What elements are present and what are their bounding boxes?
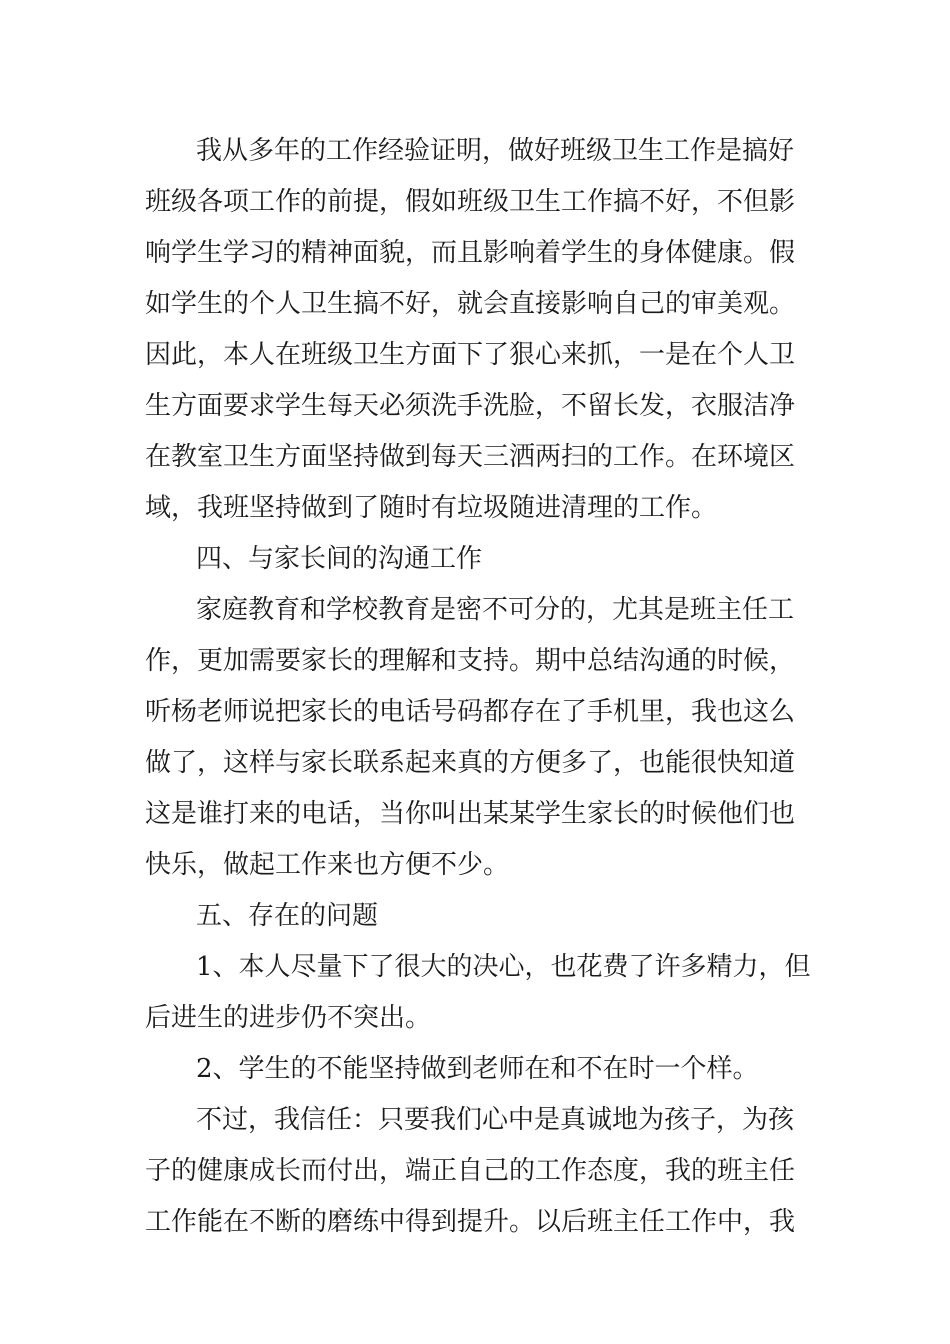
text-line: 不过，我信任：只要我们心中是真诚地为孩子，为孩 xyxy=(196,1105,795,1135)
text-line: 生方面要求学生每天必须洗手洗脸，不留长发，衣服洁净 xyxy=(145,391,796,421)
text-line: 作，更加需要家长的理解和支持。期中总结沟通的时候， xyxy=(145,646,796,676)
text-line: 这是谁打来的电话，当你叫出某某学生家长的时候他们也 xyxy=(145,799,796,829)
text-line: 域，我班坚持做到了随时有垃圾随进清理的工作。 xyxy=(145,493,718,523)
text-line: 做了，这样与家长联系起来真的方便多了，也能很快知道 xyxy=(145,748,796,778)
text-line: 响学生学习的精神面貌，而且影响着学生的身体健康。假 xyxy=(145,238,796,268)
text-line: 后进生的进步仍不突出。 xyxy=(145,1003,432,1033)
text-line: 我从多年的工作经验证明，做好班级卫生工作是搞好 xyxy=(196,136,795,166)
text-line: 因此，本人在班级卫生方面下了狠心来抓，一是在个人卫 xyxy=(145,340,796,370)
section-heading: 四、与家长间的沟通工作 xyxy=(196,544,483,574)
text-line: 在教室卫生方面坚持做到每天三洒两扫的工作。在环境区 xyxy=(145,442,796,472)
text-line: 2、学生的不能坚持做到老师在和不在时一个样。 xyxy=(196,1054,759,1084)
text-line: 工作能在不断的磨练中得到提升。以后班主任工作中，我 xyxy=(145,1207,796,1237)
section-heading: 五、存在的问题 xyxy=(196,901,379,931)
text-line: 家庭教育和学校教育是密不可分的，尤其是班主任工 xyxy=(196,595,795,625)
text-line: 快乐，做起工作来也方便不少。 xyxy=(145,850,510,880)
text-line: 听杨老师说把家长的电话号码都存在了手机里，我也这么 xyxy=(145,697,796,727)
text-line: 班级各项工作的前提，假如班级卫生工作搞不好，不但影 xyxy=(145,187,796,217)
text-line: 1、本人尽量下了很大的决心，也花费了许多精力，但 xyxy=(196,952,811,982)
text-line: 如学生的个人卫生搞不好，就会直接影响自己的审美观。 xyxy=(145,289,796,319)
text-line: 子的健康成长而付出，端正自己的工作态度，我的班主任 xyxy=(145,1156,796,1186)
